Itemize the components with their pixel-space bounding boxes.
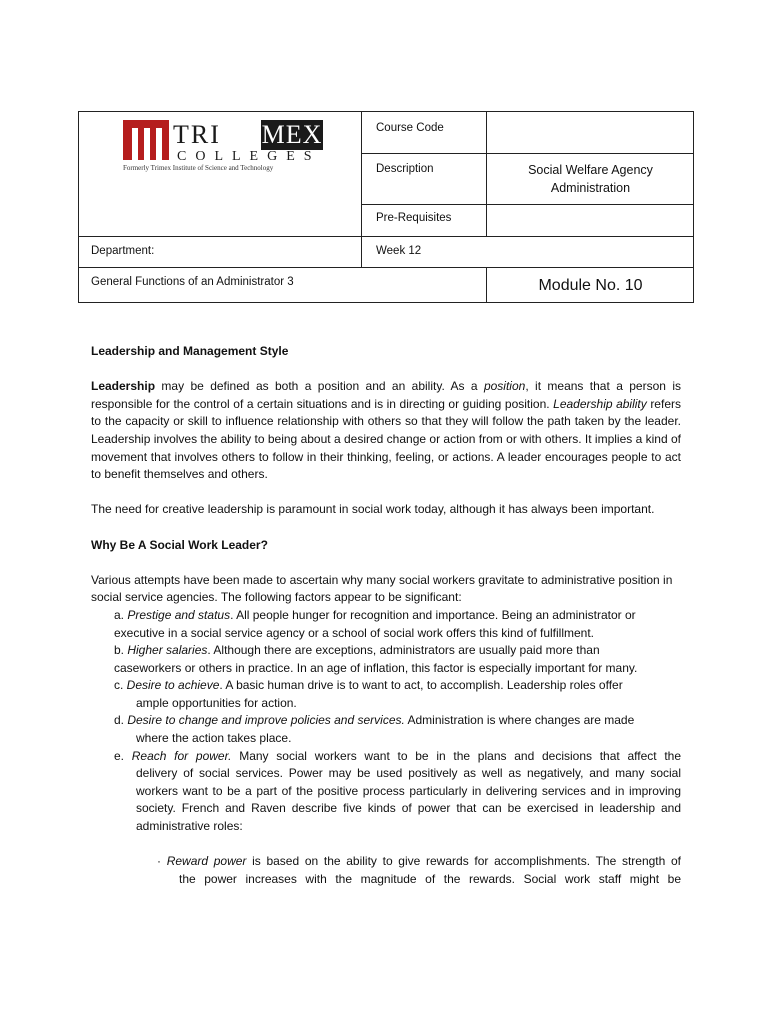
trimex-logo (123, 120, 323, 176)
list-marker: c. (114, 678, 127, 693)
p1-position-term: position (483, 379, 526, 394)
description-value-line1: Social Welfare Agency (528, 163, 653, 177)
topic-title: General Functions of an Administrator 3 (91, 276, 294, 288)
list-item-title: Desire to change and improve policies and services. (127, 713, 405, 728)
list-marker: a. (114, 607, 128, 622)
module-content (91, 343, 681, 888)
leadership-paragraph (91, 378, 681, 484)
list-item-text: . Although there are exceptions, administrators are usually paid more than (207, 643, 600, 658)
section-heading-why-leader: Why Be A Social Work Leader? (91, 537, 268, 552)
list-item-title: Prestige and status (127, 607, 231, 622)
list-marker: b. (114, 643, 128, 658)
bullet-marker: · (157, 854, 167, 869)
power-bullet (157, 853, 681, 888)
bullet-title: Reward power (166, 854, 247, 869)
creative-leadership-paragraph: The need for creative leadership is paramount in social work today, although it has always been important. (91, 502, 655, 517)
list-item-text-cont: ample opportunities for action. (136, 695, 297, 710)
list-item (114, 677, 681, 712)
divider (79, 267, 694, 268)
department-label: Department: (91, 245, 155, 257)
divider (79, 236, 694, 237)
list-item-text-cont: caseworkers or others in practice. In an age of inflation, this factor is especially important for many. (114, 660, 638, 675)
p1-part-c: , it means that a person is responsible for the control of a certain situations and is in directing or guiding position. (91, 379, 681, 411)
list-item (114, 642, 681, 677)
factors-intro-paragraph: Various attempts have been made to ascertain why many social workers gravitate to administrative position in social service agencies. The following factors appear to be significant: (91, 572, 673, 605)
list-item-text: Administration is where changes are made (404, 713, 635, 728)
p1-leadership-term: Leadership (91, 379, 156, 394)
logo-formerly: Formerly Trimex Institute of Science and Technology (123, 164, 274, 172)
list-item-text-cont: delivery of social services. Power may be used positively as well as negatively, and many social workers want to be a part of the positive process particularly in delivering services and in improving society. French and Raven describe five kinds of power that can be exercised in leadership and administrative roles: (136, 766, 681, 834)
list-item-text: Many social workers want to be in the plans and decisions that affect the (231, 748, 682, 763)
logo-colleges: COLLEGES (177, 149, 321, 164)
logo-text-tri: TRI (173, 120, 221, 149)
description-value (487, 161, 694, 197)
list-item (114, 748, 681, 836)
course-code-label: Course Code (376, 122, 444, 134)
list-item-text-cont: where the action takes place. (136, 731, 292, 746)
list-item (114, 607, 681, 642)
list-item-text: . A basic human drive is to want to act, to accomplish. Leadership roles offer (219, 678, 623, 693)
divider (361, 204, 694, 205)
logo-text-mex: MEX (261, 120, 323, 149)
bullet-text-cont: the power increases with the magnitude of the rewards. Social work staff might be (179, 871, 681, 886)
divider (361, 153, 694, 154)
logo-bars-icon (123, 120, 169, 160)
factors-list (114, 607, 681, 836)
week-label: Week 12 (376, 245, 422, 257)
description-label: Description (376, 163, 434, 175)
list-item (114, 712, 681, 747)
p1-part-e: refers to the capacity or skill to influence relationship with others so that they will follow the path taken by the leader. Leadership involves the ability to being about a desired change or action from or with others. It implies a kind of movement that involves others to follow in their thinking, feeling, or actions. A leader encourages people to act to benefit themselves and others. (91, 396, 681, 482)
p1-part-a: Leadership may be defined as both a position and an ability. As a (91, 379, 484, 394)
section-heading-leadership: Leadership and Management Style (91, 344, 289, 358)
list-item-title: Desire to achieve (126, 678, 220, 693)
description-value-line2: Administration (550, 181, 631, 195)
list-item-title: Higher salaries (127, 643, 208, 658)
p1-leadership-ability-term: Leadership ability (553, 396, 647, 411)
prerequisites-label: Pre-Requisites (376, 212, 452, 224)
list-item-text-cont: executive in a social service agency or a school of social work offers this kind of fulfillment. (114, 625, 594, 640)
header-table (78, 111, 694, 303)
bullet-text: is based on the ability to give rewards for accomplishments. The strength of (246, 854, 681, 869)
list-marker: d. (114, 713, 128, 728)
module-number: Module No. 10 (538, 277, 643, 294)
divider (361, 112, 362, 267)
list-item-text: . All people hunger for recognition and importance. Being an administrator or (230, 607, 636, 622)
list-marker: e. (114, 748, 132, 763)
list-item-title: Reach for power. (131, 748, 232, 763)
